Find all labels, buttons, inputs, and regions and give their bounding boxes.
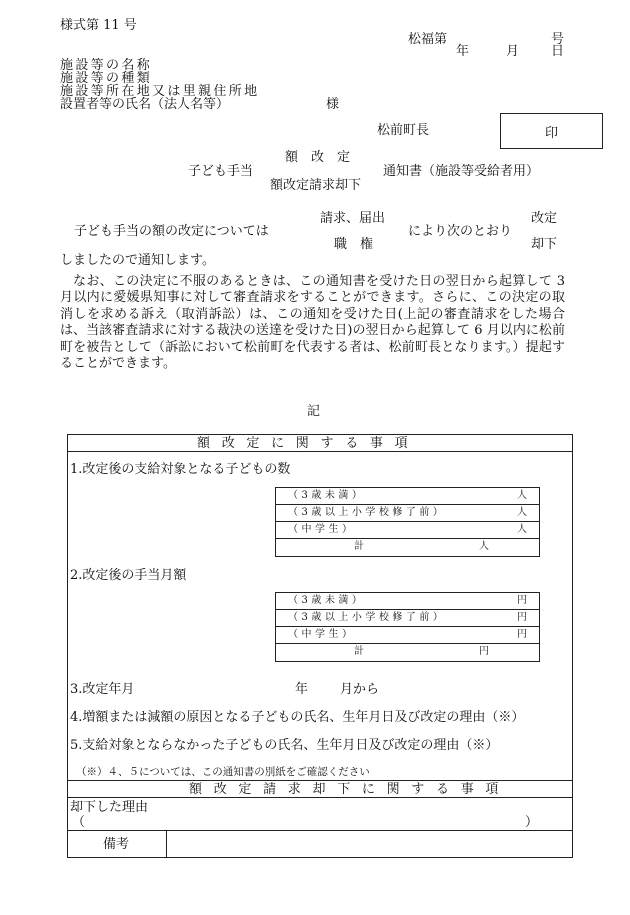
total-label: 計 xyxy=(354,646,367,657)
divider xyxy=(67,780,573,781)
intro-text-1: 子ども手当の額の改定については xyxy=(74,224,269,239)
item1-label: 1.改定後の支給対象となる子どもの数 xyxy=(70,462,291,477)
table-row xyxy=(276,522,539,539)
item3-year: 年 xyxy=(295,682,309,697)
table-row-total xyxy=(276,539,539,556)
table-row xyxy=(276,593,539,610)
remarks-label: 備考 xyxy=(103,837,130,852)
appeal-notice xyxy=(60,274,565,372)
row-unit: 円 xyxy=(517,629,527,640)
divider xyxy=(166,830,167,858)
seal-label: 印 xyxy=(544,125,558,141)
date-day: 日 xyxy=(551,44,565,59)
table-row xyxy=(276,505,539,522)
monthly-amount-table xyxy=(275,592,540,662)
total-unit: 人 xyxy=(479,541,489,552)
row-label: （3歳以上小学校修了前） xyxy=(288,507,447,518)
row-unit: 円 xyxy=(517,595,527,606)
title-prefix: 子ども手当 xyxy=(188,164,254,179)
row-unit: 人 xyxy=(517,507,527,518)
item2-label: 2.改定後の手当月額 xyxy=(70,568,187,583)
title-option-rejection: 額改定請求却下 xyxy=(270,178,362,193)
intro-text-3: しましたので通知します。 xyxy=(60,253,215,268)
mayor-title: 松前町長 xyxy=(377,123,430,138)
row-unit: 人 xyxy=(517,490,527,501)
table-row-total xyxy=(276,644,539,661)
date-year: 年 xyxy=(456,44,470,59)
intro-text-2: により次のとおり xyxy=(408,224,513,239)
item4-label: 4.増額または減額の原因となる子どもの氏名、生年月日及び改定の理由（※） xyxy=(70,710,525,725)
table-row xyxy=(276,627,539,644)
reference-prefix: 松福第 xyxy=(408,32,448,47)
item5-label: 5.支給対象とならなかった子どもの氏名、生年月日及び改定の理由（※） xyxy=(70,738,499,753)
table-row xyxy=(276,488,539,505)
ki-mark: 記 xyxy=(307,404,321,419)
row-label: （中学生） xyxy=(288,629,356,640)
seal-box xyxy=(500,113,603,149)
honorific: 様 xyxy=(326,97,340,112)
children-count-table xyxy=(275,487,540,557)
item3-from: 月から xyxy=(340,682,380,697)
row-label: （3歳未満） xyxy=(288,595,366,606)
reference-suffix: 号 xyxy=(551,32,565,47)
row-unit: 人 xyxy=(517,524,527,535)
row-label: （3歳未満） xyxy=(288,490,366,501)
divider xyxy=(67,797,573,798)
title-option-revision: 額 改 定 xyxy=(285,150,351,165)
total-label: 計 xyxy=(354,541,367,552)
facility-name-label: 施設等の名称 xyxy=(60,58,153,73)
row-unit: 円 xyxy=(517,612,527,623)
facility-address-label: 施設等所在地又は里親住所地 xyxy=(60,84,260,99)
rejection-reason-label: 却下した理由 xyxy=(70,800,149,815)
title-suffix: 通知書（施設等受給者用） xyxy=(383,164,540,179)
intro-option-request: 請求、届出 xyxy=(320,211,386,226)
intro-option-revise: 改定 xyxy=(531,211,558,226)
row-label: （3歳以上小学校修了前） xyxy=(288,612,447,623)
appeal-notice-text: なお、この決定に不服のあるときは、この通知書を受けた日の翌日から起算して 3 月以内に愛媛県知事に対して審査請求をすることができます。さらに、この決定の取消しを求める訴え（取消訴訟）は、この通知を受けた日(上記の審査請求をした場合は、当該審査請求に対する裁決の送達を受けた日)の翌日から起算して 6 月以内に松前町を被告として（訴訟において松前町を代表する者は、松前町長となります。）提起することができます。 xyxy=(60,274,565,372)
date-month: 月 xyxy=(506,44,520,59)
divider xyxy=(67,451,573,452)
total-unit: 円 xyxy=(479,646,489,657)
footnote: （※）４、５については、この通知書の別紙をご確認ください xyxy=(76,766,370,778)
paren-close: ） xyxy=(525,815,539,830)
facility-type-label: 施設等の種類 xyxy=(60,71,153,86)
table-row xyxy=(276,610,539,627)
intro-option-authority: 職 権 xyxy=(334,237,374,252)
intro-option-reject: 却下 xyxy=(531,237,558,252)
rejection-section-header: 額改定請求却下に関する事項 xyxy=(189,782,511,797)
form-number: 様式第 11 号 xyxy=(60,18,137,33)
revision-section-header: 額改定に関する事項 xyxy=(197,436,420,451)
divider xyxy=(67,830,573,831)
establisher-name-label: 設置者等の氏名（法人名等） xyxy=(60,97,230,112)
paren-open: （ xyxy=(72,815,86,830)
item3-label: 3.改定年月 xyxy=(70,682,135,697)
row-label: （中学生） xyxy=(288,524,356,535)
